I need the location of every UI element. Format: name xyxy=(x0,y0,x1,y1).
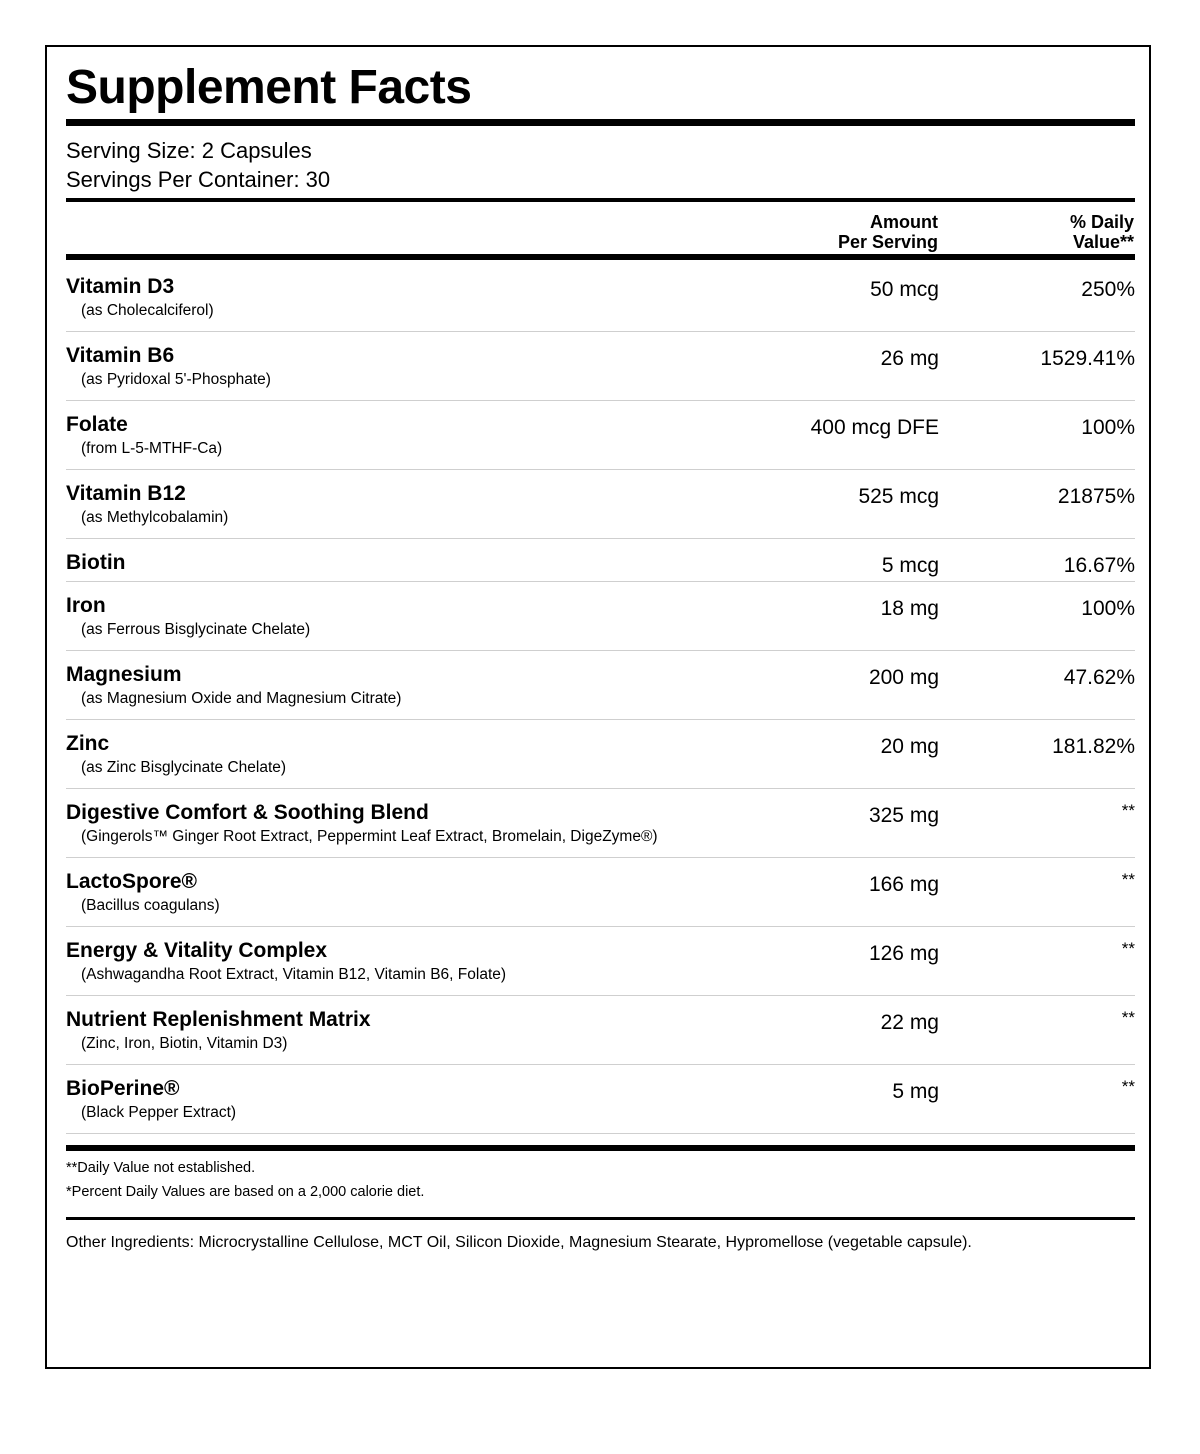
title-divider xyxy=(66,119,1135,126)
nutrient-source: (Ashwagandha Root Extract, Vitamin B12, Vitamin B6, Folate) xyxy=(81,966,507,983)
nutrient-daily-value: 181.82% xyxy=(1052,735,1135,758)
row-divider xyxy=(66,1133,1135,1134)
nutrient-source: (from L-5-MTHF-Ca) xyxy=(81,440,223,457)
nutrient-daily-value: 250% xyxy=(1081,278,1135,301)
nutrient-name: BioPerine® xyxy=(66,1077,180,1100)
nutrient-source: (Black Pepper Extract) xyxy=(81,1104,237,1121)
serving-size: Serving Size: 2 Capsules xyxy=(66,138,312,163)
dv-header-line2: Value** xyxy=(1072,232,1134,252)
nutrient-amount: 200 mg xyxy=(868,666,939,689)
rows-bottom-divider xyxy=(66,1145,1135,1151)
row-divider xyxy=(66,926,1135,927)
nutrient-daily-value: ** xyxy=(1121,1077,1135,1096)
other-ingredients: Other Ingredients: Microcrystalline Cellulose, MCT Oil, Silicon Dioxide, Magnesium Stearate, Hypromellose (vegetable capsule). xyxy=(66,1234,972,1251)
nutrient-amount: 126 mg xyxy=(868,942,939,965)
nutrient-name: Vitamin B12 xyxy=(66,482,186,505)
nutrient-source: (as Zinc Bisglycinate Chelate) xyxy=(81,759,287,776)
nutrient-daily-value: ** xyxy=(1121,1008,1135,1027)
nutrient-name: Biotin xyxy=(66,551,126,574)
nutrient-source: (Zinc, Iron, Biotin, Vitamin D3) xyxy=(81,1035,288,1052)
nutrient-name: Digestive Comfort & Soothing Blend xyxy=(66,801,429,824)
header-divider xyxy=(66,254,1135,260)
row-divider xyxy=(66,857,1135,858)
nutrient-amount: 5 mcg xyxy=(881,554,939,577)
row-divider xyxy=(66,331,1135,332)
nutrient-name: Folate xyxy=(66,413,128,436)
panel-title: Supplement Facts xyxy=(66,61,472,114)
row-divider xyxy=(66,1064,1135,1065)
nutrient-name: Vitamin D3 xyxy=(66,275,175,298)
nutrient-name: Iron xyxy=(66,594,106,617)
nutrient-amount: 20 mg xyxy=(880,735,939,758)
row-divider xyxy=(66,788,1135,789)
row-divider xyxy=(66,650,1135,651)
nutrient-daily-value: 21875% xyxy=(1057,485,1135,508)
row-divider xyxy=(66,719,1135,720)
nutrient-daily-value: ** xyxy=(1121,870,1135,889)
nutrient-name: Zinc xyxy=(66,732,110,755)
nutrient-amount: 26 mg xyxy=(880,347,939,370)
amount-header-line2: Per Serving xyxy=(837,232,938,252)
nutrient-daily-value: ** xyxy=(1121,939,1135,958)
footnote-divider xyxy=(66,1217,1135,1220)
row-divider xyxy=(66,538,1135,539)
nutrient-daily-value: ** xyxy=(1121,801,1135,820)
nutrient-amount: 525 mcg xyxy=(858,485,939,508)
nutrient-source: (as Pyridoxal 5'-Phosphate) xyxy=(81,371,271,388)
footnote-percent-basis: *Percent Daily Values are based on a 2,000 calorie diet. xyxy=(66,1184,425,1200)
nutrient-amount: 166 mg xyxy=(868,873,939,896)
nutrient-daily-value: 16.67% xyxy=(1063,554,1135,577)
nutrient-source: (Gingerols™ Ginger Root Extract, Peppermint Leaf Extract, Bromelain, DigeZyme®) xyxy=(81,828,658,845)
nutrient-name: Vitamin B6 xyxy=(66,344,175,367)
daily-value-header xyxy=(1070,212,1134,252)
row-divider xyxy=(66,995,1135,996)
nutrient-source: (as Ferrous Bisglycinate Chelate) xyxy=(81,621,311,638)
nutrient-source: (as Magnesium Oxide and Magnesium Citrate) xyxy=(81,690,402,707)
nutrient-daily-value: 47.62% xyxy=(1063,666,1135,689)
footnote-dv-not-established: **Daily Value not established. xyxy=(66,1160,256,1176)
nutrient-source: (as Cholecalciferol) xyxy=(81,302,214,319)
servings-per-container: Servings Per Container: 30 xyxy=(66,167,331,192)
nutrient-daily-value: 100% xyxy=(1081,597,1135,620)
nutrient-amount: 5 mg xyxy=(892,1080,939,1103)
nutrient-name: Nutrient Replenishment Matrix xyxy=(66,1008,371,1031)
nutrient-amount: 400 mcg DFE xyxy=(810,416,939,439)
amount-header-line1: Amount xyxy=(870,212,938,232)
serving-divider xyxy=(66,198,1135,202)
nutrient-amount: 18 mg xyxy=(880,597,939,620)
nutrient-source: (as Methylcobalamin) xyxy=(81,509,229,526)
nutrient-name: Magnesium xyxy=(66,663,182,686)
nutrient-amount: 325 mg xyxy=(868,804,939,827)
nutrient-daily-value: 100% xyxy=(1081,416,1135,439)
row-divider xyxy=(66,581,1135,582)
nutrient-amount: 50 mcg xyxy=(870,278,939,301)
nutrient-daily-value: 1529.41% xyxy=(1040,347,1135,370)
row-divider xyxy=(66,400,1135,401)
nutrient-amount: 22 mg xyxy=(880,1011,939,1034)
nutrient-name: Energy & Vitality Complex xyxy=(66,939,328,962)
nutrient-source: (Bacillus coagulans) xyxy=(81,897,220,914)
nutrient-name: LactoSpore® xyxy=(66,870,197,893)
amount-per-serving-header xyxy=(838,212,938,252)
dv-header-line1: % Daily xyxy=(1069,212,1134,232)
row-divider xyxy=(66,469,1135,470)
